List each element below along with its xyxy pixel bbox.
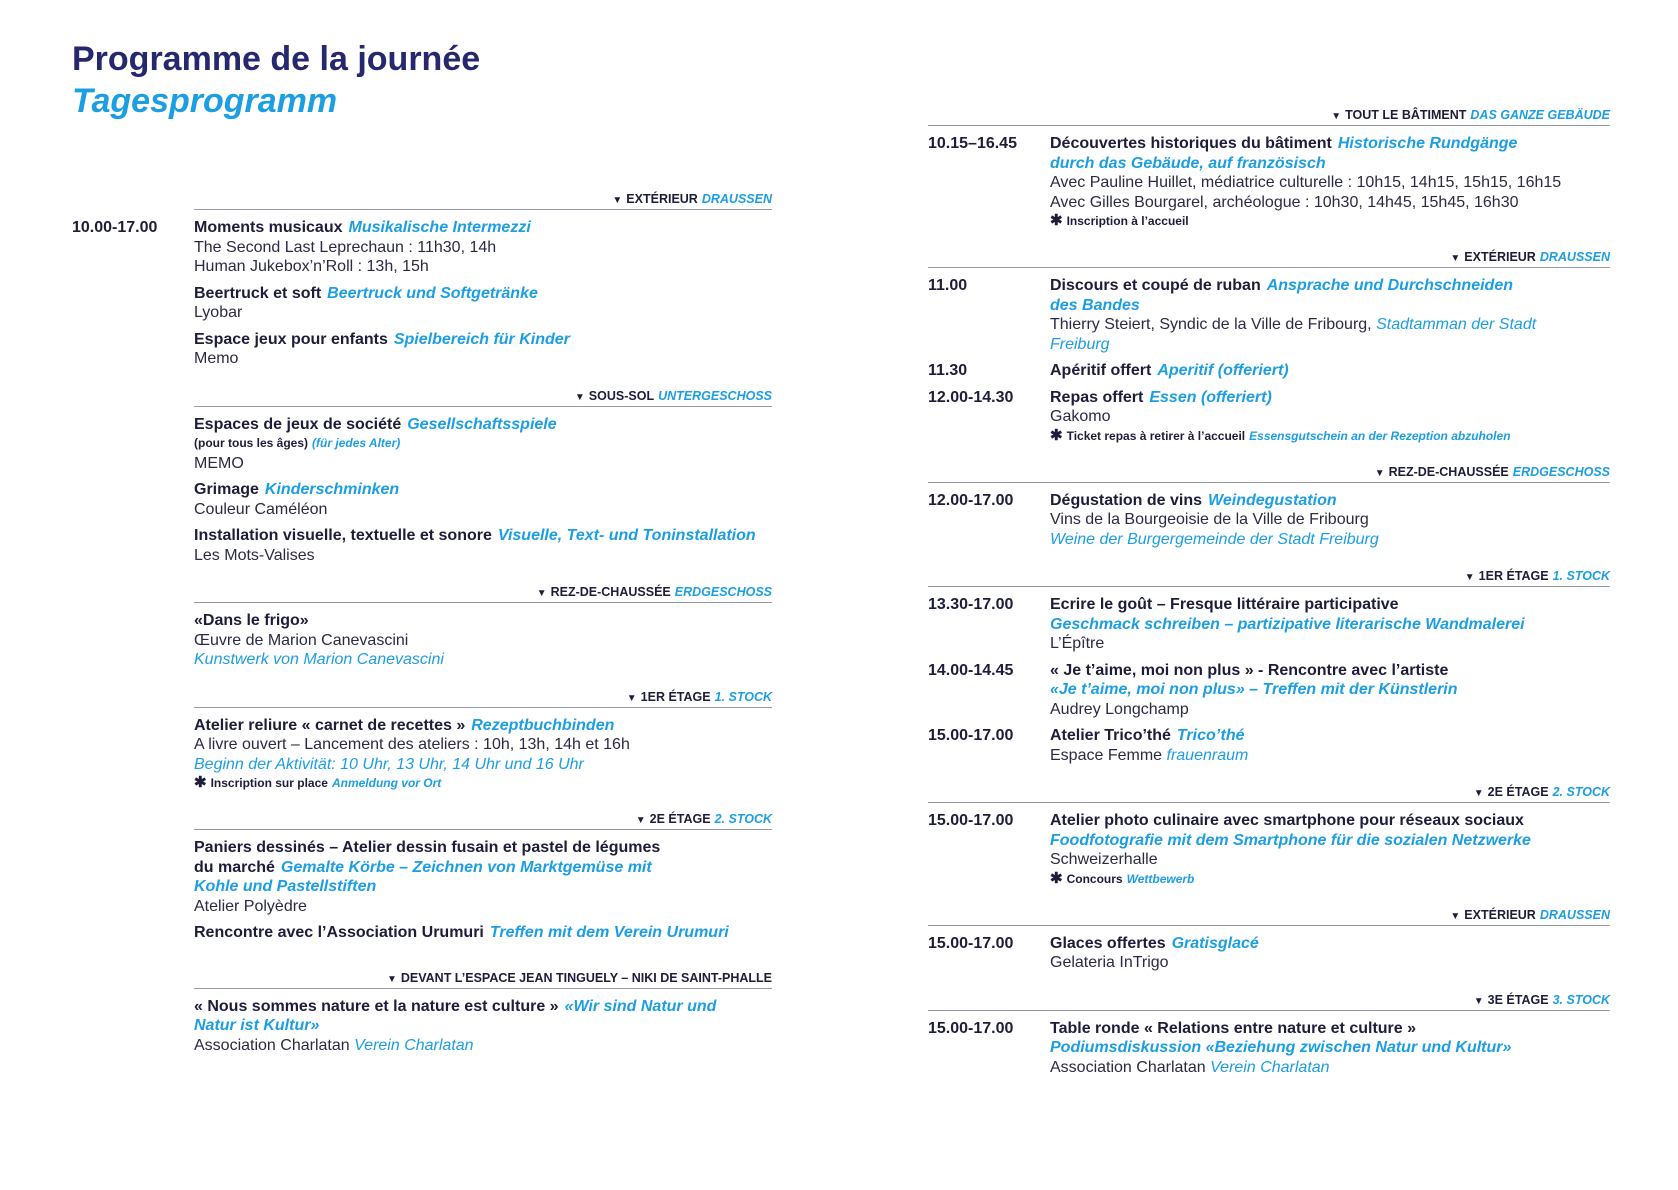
program-item: 14.00-14.45 « Je t’aime, moi non plus » - Rencontre avec l’artiste «Je t’aime, moi non plus» – Treffen mit der Künstlerin Audrey Longchamp	[928, 661, 1458, 718]
asterisk-icon: ✱	[194, 774, 207, 791]
program-item: 11.30 Apéritif offert Aperitif (offeriert)	[928, 362, 1289, 379]
program-item: « Nous sommes nature et la nature est culture » «Wir sind Natur und Natur ist Kultur» Association Charlatan Verein Charlatan	[194, 997, 717, 1054]
note: ✱ Inscription à l’accueil	[1050, 212, 1189, 229]
program-item: 13.30-17.00 Ecrire le goût – Fresque littéraire participative Geschmack schreiben – partizipative literarische Wandmalerei L’Épître	[928, 596, 1525, 652]
triangle-down-icon: ▼	[386, 973, 397, 985]
triangle-down-icon: ▼	[1464, 572, 1475, 583]
asterisk-icon: ✱	[1050, 212, 1063, 229]
program-item: 15.00-17.00 Atelier photo culinaire avec smartphone pour réseaux sociaux Foodfotografie mit dem Smartphone für die sozialen Netzwerke Schweizerhalle ✱ Concours Wettbewerb	[928, 811, 1610, 888]
section-exterieur	[72, 192, 772, 369]
program-item: Paniers dessinés – Atelier dessin fusain et pastel de légumes du marché Gemalte Körbe – Zeichnen von Marktgemüse mit Kohle und Pastellstiften Atelier Polyèdre	[194, 839, 661, 915]
section-tout-le-batiment	[928, 108, 1610, 230]
section-2e-etage	[928, 785, 1610, 888]
asterisk-icon: ✱	[1050, 426, 1063, 444]
program-item: Grimage Kinderschminken Couleur Caméléon	[194, 481, 400, 518]
program-item: Espace jeux pour enfants Spielbereich für Kinder Memo	[194, 330, 570, 367]
section-header: ▼ 3E ÉTAGE 3. STOCK	[928, 993, 1610, 1011]
section-devant-espace	[72, 971, 772, 1056]
section-header: ▼ SOUS-SOL UNTERGESCHOSS	[194, 389, 772, 407]
triangle-down-icon: ▼	[1473, 995, 1484, 1007]
program-item: 10.15–16.45 Découvertes historiques du bâtiment Historische Rundgänge durch das Gebäude, auf französisch Avec Pauline Huillet, médiatrice culturelle : 10h15, 14h15, 15h15, 16h15 Avec Gilles Bourgarel, archéologue : 10h30, 14h45, 15h45, 16h30 ✱ Inscription à l’accueil	[928, 134, 1610, 230]
section-exterieur	[928, 250, 1610, 445]
section-header: ▼ EXTÉRIEUR DRAUSSEN	[194, 192, 772, 210]
triangle-down-icon: ▼	[1473, 788, 1484, 799]
note: ✱ Inscription sur place Anmeldung vor Ort	[194, 774, 442, 791]
program-item: 11.00 Discours et coupé de ruban Ansprache und Durchschneiden des Bandes Thierry Steiert, Syndic de la Ville de Fribourg, Stadtamman der Stadt Freiburg	[928, 277, 1537, 353]
section-rez-de-chaussee	[928, 465, 1610, 550]
triangle-down-icon: ▼	[635, 815, 646, 826]
triangle-down-icon: ▼	[612, 195, 623, 206]
program-item: Rencontre avec l’Association Urumuri Treffen mit dem Verein Urumuri	[194, 924, 729, 941]
triangle-down-icon: ▼	[536, 588, 547, 599]
section-sous-sol	[72, 389, 772, 566]
asterisk-icon: ✱	[1050, 869, 1063, 887]
triangle-down-icon: ▼	[626, 692, 637, 704]
program-item: 15.00-17.00 Atelier Trico’thé Trico’thé Espace Femme frauenraum	[928, 727, 1249, 764]
program-item: Beertruck et soft Beertruck und Softgetränke Lyobar	[194, 284, 538, 321]
program-item: Atelier reliure « carnet de recettes » Rezeptbuchbinden A livre ouvert – Lancement des ateliers : 10h, 13h, 14h et 16h Beginn der Aktivität: 10 Uhr, 13 Uhr, 14 Uhr und 16 Uhr ✱ Inscription sur place Anmeldung vor Ort	[72, 716, 772, 793]
page-title	[72, 38, 480, 122]
section-header: ▼ REZ-DE-CHAUSSÉE ERDGESCHOSS	[194, 585, 772, 603]
program-item: 15.00-17.00 Table ronde « Relations entre nature et culture » Podiumsdiskussion «Beziehung zwischen Natur und Kultur» Association Charlatan Verein Charlatan	[928, 1019, 1512, 1076]
right-column	[928, 108, 1610, 1084]
section-3e-etage	[928, 993, 1610, 1078]
section-header: ▼ 2E ÉTAGE 2. STOCK	[194, 812, 772, 830]
section-1er-etage	[72, 690, 772, 793]
section-header: ▼ 2E ÉTAGE 2. STOCK	[928, 785, 1610, 803]
note: ✱ Concours Wettbewerb	[1050, 869, 1195, 887]
section-header: ▼ TOUT LE BÂTIMENT DAS GANZE GEBÄUDE	[928, 108, 1610, 126]
triangle-down-icon: ▼	[1374, 467, 1385, 479]
section-rez-de-chaussee	[72, 585, 772, 670]
left-column	[72, 192, 772, 1062]
program-item: «Dans le frigo» Œuvre de Marion Canevascini Kunstwerk von Marion Canevascini	[194, 612, 444, 668]
title-fr: Programme de la journée	[72, 40, 481, 78]
program-item: 15.00-17.00 Glaces offertes Gratisglacé Gelateria InTrigo	[928, 934, 1259, 971]
section-header: ▼ 1ER ÉTAGE 1. STOCK	[928, 569, 1610, 587]
triangle-down-icon: ▼	[1331, 111, 1342, 122]
triangle-down-icon: ▼	[574, 391, 585, 403]
section-exterieur-2	[928, 908, 1610, 973]
program-item: 10.00-17.00 Moments musicaux Musikalische Intermezzi The Second Last Leprechaun : 11h30, 14h Human Jukebox’n’Roll : 13h, 15h	[72, 219, 531, 275]
section-header: ▼ REZ-DE-CHAUSSÉE ERDGESCHOSS	[928, 465, 1610, 483]
program-item: Installation visuelle, textuelle et sonore Visuelle, Text- und Toninstallation Les Mots-Valises	[194, 527, 756, 564]
section-header: ▼ 1ER ÉTAGE 1. STOCK	[194, 690, 772, 708]
section-2e-etage	[72, 812, 772, 943]
title-de: Tagesprogramm	[72, 82, 338, 120]
note: ✱ Ticket repas à retirer à l’accueil Essensgutschein an der Rezeption abzuholen	[1050, 426, 1511, 444]
section-header: ▼ EXTÉRIEUR DRAUSSEN	[928, 908, 1610, 926]
program-item: Espaces de jeux de société Gesellschaftsspiele (pour tous les âges) (für jedes Alter) MEMO	[194, 415, 557, 472]
section-1er-etage	[928, 569, 1610, 765]
triangle-down-icon: ▼	[1450, 910, 1461, 922]
section-header: ▼ EXTÉRIEUR DRAUSSEN	[928, 250, 1610, 268]
program-item: 12.00-14.30 Repas offert Essen (offeriert) Gakomo ✱ Ticket repas à retirer à l’accueil Essensgutschein an der Rezeption abzuholen	[928, 388, 1610, 445]
section-header: ▼ DEVANT L’ESPACE JEAN TINGUELY – NIKI DE SAINT-PHALLE	[194, 971, 772, 989]
program-item: 12.00-17.00 Dégustation de vins Weindegustation Vins de la Bourgeoisie de la Ville de Fribourg Weine der Burgergemeinde der Stadt Freiburg	[928, 491, 1379, 548]
time-label: 10.00-17.00	[72, 219, 158, 236]
triangle-down-icon: ▼	[1450, 253, 1461, 264]
